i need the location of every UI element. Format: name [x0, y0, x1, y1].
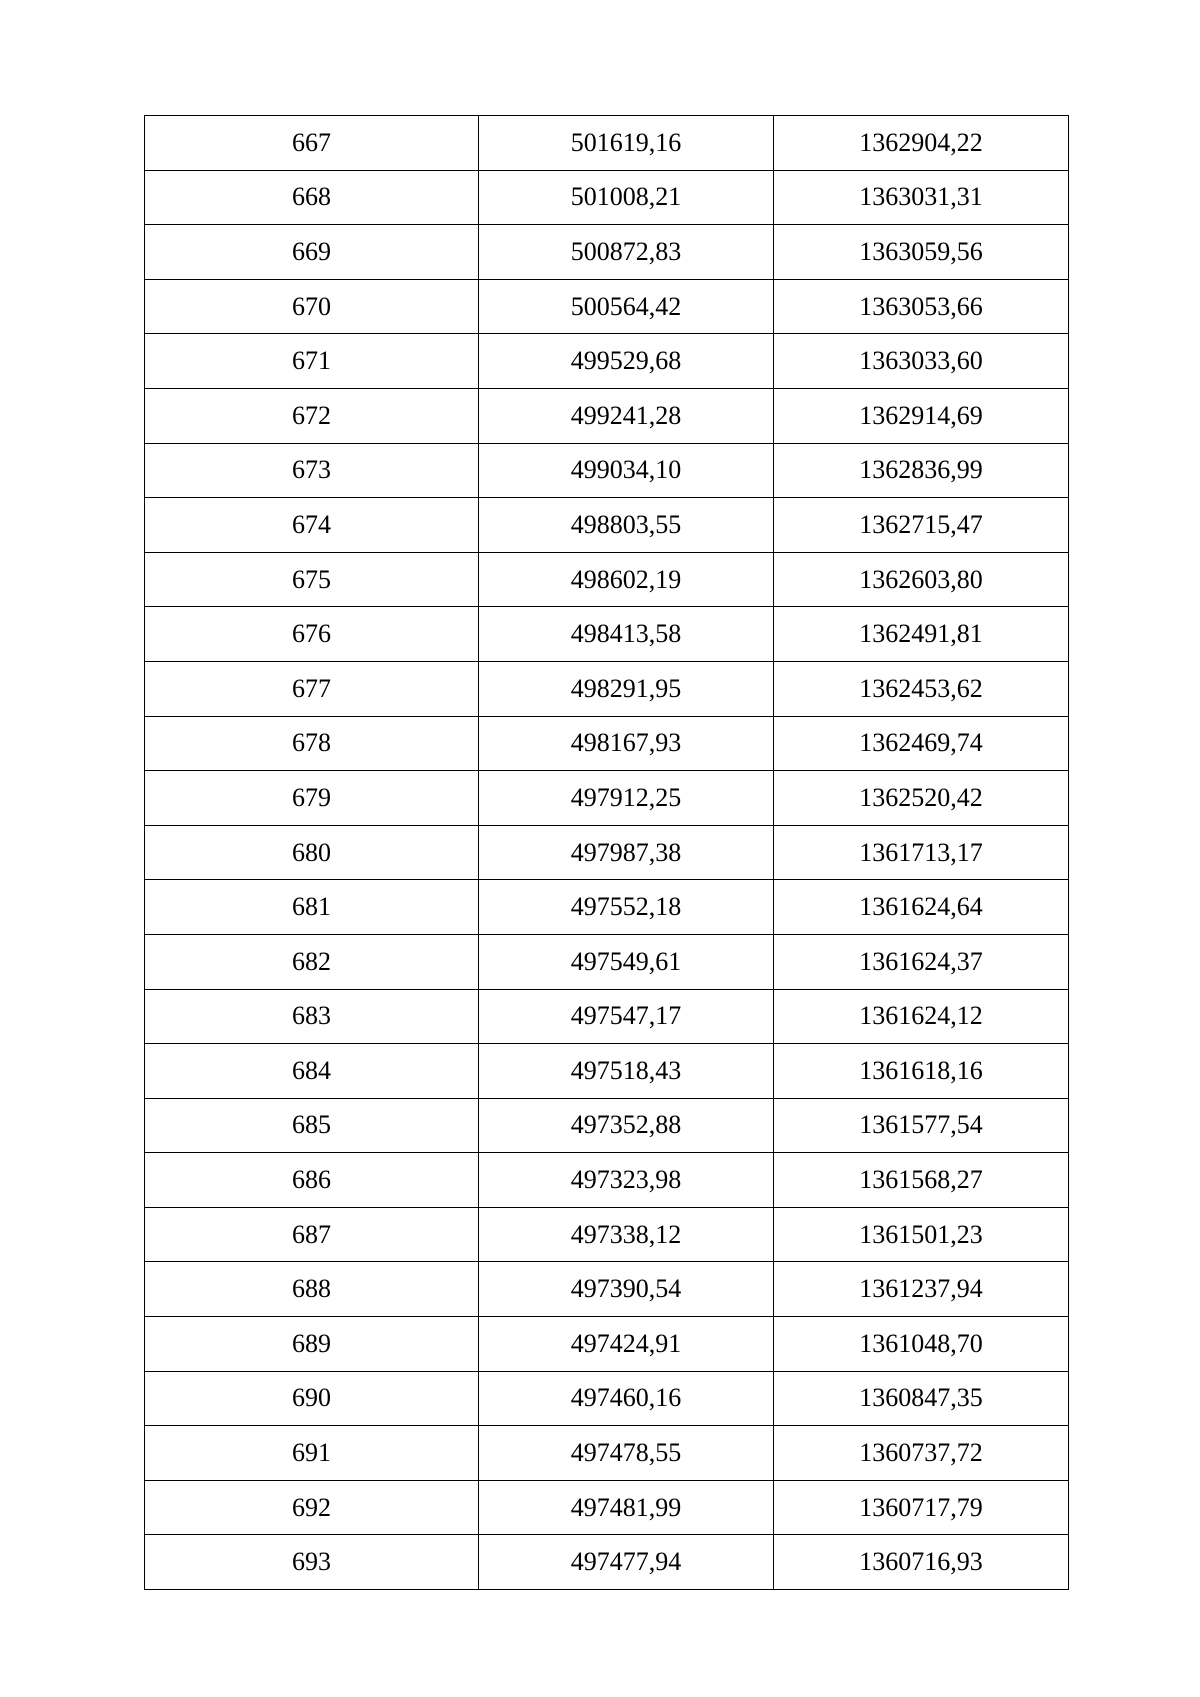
y-coordinate-cell: 1361713,17 [774, 825, 1069, 880]
point-number-cell: 692 [145, 1480, 479, 1535]
x-coordinate-cell: 501008,21 [479, 170, 774, 225]
table-row [145, 934, 1069, 989]
point-number-cell: 688 [145, 1262, 479, 1317]
table-row [145, 334, 1069, 389]
table-row [145, 170, 1069, 225]
point-number-cell: 671 [145, 334, 479, 389]
point-number-cell: 675 [145, 552, 479, 607]
x-coordinate-cell: 497481,99 [479, 1480, 774, 1535]
y-coordinate-cell: 1361618,16 [774, 1044, 1069, 1099]
x-coordinate-cell: 497352,88 [479, 1098, 774, 1153]
point-number-cell: 669 [145, 225, 479, 280]
point-number-cell: 691 [145, 1426, 479, 1481]
point-number-cell: 678 [145, 716, 479, 771]
x-coordinate-cell: 497547,17 [479, 989, 774, 1044]
y-coordinate-cell: 1361577,54 [774, 1098, 1069, 1153]
table-row [145, 1371, 1069, 1426]
y-coordinate-cell: 1362914,69 [774, 388, 1069, 443]
x-coordinate-cell: 500872,83 [479, 225, 774, 280]
x-coordinate-cell: 497338,12 [479, 1207, 774, 1262]
table-row [145, 1317, 1069, 1372]
x-coordinate-cell: 497549,61 [479, 934, 774, 989]
x-coordinate-cell: 498602,19 [479, 552, 774, 607]
table-row [145, 116, 1069, 171]
point-number-cell: 684 [145, 1044, 479, 1099]
point-number-cell: 670 [145, 279, 479, 334]
x-coordinate-cell: 500564,42 [479, 279, 774, 334]
y-coordinate-cell: 1360717,79 [774, 1480, 1069, 1535]
table-row [145, 552, 1069, 607]
x-coordinate-cell: 498291,95 [479, 661, 774, 716]
x-coordinate-cell: 501619,16 [479, 116, 774, 171]
table-row [145, 279, 1069, 334]
y-coordinate-cell: 1361048,70 [774, 1317, 1069, 1372]
y-coordinate-cell: 1360737,72 [774, 1426, 1069, 1481]
point-number-cell: 668 [145, 170, 479, 225]
point-number-cell: 683 [145, 989, 479, 1044]
point-number-cell: 682 [145, 934, 479, 989]
y-coordinate-cell: 1362469,74 [774, 716, 1069, 771]
table-row [145, 1262, 1069, 1317]
y-coordinate-cell: 1362491,81 [774, 607, 1069, 662]
point-number-cell: 677 [145, 661, 479, 716]
coordinates-table-body [145, 116, 1069, 1590]
x-coordinate-cell: 498803,55 [479, 498, 774, 553]
x-coordinate-cell: 497424,91 [479, 1317, 774, 1372]
y-coordinate-cell: 1361624,12 [774, 989, 1069, 1044]
y-coordinate-cell: 1362520,42 [774, 771, 1069, 826]
x-coordinate-cell: 498167,93 [479, 716, 774, 771]
point-number-cell: 689 [145, 1317, 479, 1372]
table-row [145, 1207, 1069, 1262]
point-number-cell: 687 [145, 1207, 479, 1262]
x-coordinate-cell: 497912,25 [479, 771, 774, 826]
point-number-cell: 690 [145, 1371, 479, 1426]
table-row [145, 771, 1069, 826]
x-coordinate-cell: 499529,68 [479, 334, 774, 389]
x-coordinate-cell: 497987,38 [479, 825, 774, 880]
y-coordinate-cell: 1363033,60 [774, 334, 1069, 389]
y-coordinate-cell: 1360716,93 [774, 1535, 1069, 1590]
y-coordinate-cell: 1363031,31 [774, 170, 1069, 225]
table-row [145, 1098, 1069, 1153]
y-coordinate-cell: 1362904,22 [774, 116, 1069, 171]
point-number-cell: 676 [145, 607, 479, 662]
point-number-cell: 685 [145, 1098, 479, 1153]
x-coordinate-cell: 499241,28 [479, 388, 774, 443]
point-number-cell: 693 [145, 1535, 479, 1590]
y-coordinate-cell: 1363059,56 [774, 225, 1069, 280]
table-row [145, 825, 1069, 880]
x-coordinate-cell: 498413,58 [479, 607, 774, 662]
table-row [145, 989, 1069, 1044]
x-coordinate-cell: 497390,54 [479, 1262, 774, 1317]
y-coordinate-cell: 1361568,27 [774, 1153, 1069, 1208]
table-row [145, 225, 1069, 280]
point-number-cell: 673 [145, 443, 479, 498]
point-number-cell: 681 [145, 880, 479, 935]
point-number-cell: 667 [145, 116, 479, 171]
y-coordinate-cell: 1363053,66 [774, 279, 1069, 334]
y-coordinate-cell: 1361237,94 [774, 1262, 1069, 1317]
y-coordinate-cell: 1361624,64 [774, 880, 1069, 935]
table-row [145, 443, 1069, 498]
point-number-cell: 672 [145, 388, 479, 443]
table-row [145, 1480, 1069, 1535]
table-row [145, 661, 1069, 716]
point-number-cell: 680 [145, 825, 479, 880]
y-coordinate-cell: 1362715,47 [774, 498, 1069, 553]
y-coordinate-cell: 1362836,99 [774, 443, 1069, 498]
y-coordinate-cell: 1361624,37 [774, 934, 1069, 989]
x-coordinate-cell: 497478,55 [479, 1426, 774, 1481]
point-number-cell: 674 [145, 498, 479, 553]
x-coordinate-cell: 497460,16 [479, 1371, 774, 1426]
y-coordinate-cell: 1360847,35 [774, 1371, 1069, 1426]
table-row [145, 716, 1069, 771]
x-coordinate-cell: 499034,10 [479, 443, 774, 498]
table-row [145, 607, 1069, 662]
table-row [145, 1426, 1069, 1481]
y-coordinate-cell: 1362603,80 [774, 552, 1069, 607]
table-row [145, 388, 1069, 443]
table-row [145, 1535, 1069, 1590]
coordinates-table [144, 115, 1069, 1590]
table-row [145, 498, 1069, 553]
table-row [145, 880, 1069, 935]
x-coordinate-cell: 497477,94 [479, 1535, 774, 1590]
x-coordinate-cell: 497323,98 [479, 1153, 774, 1208]
point-number-cell: 686 [145, 1153, 479, 1208]
x-coordinate-cell: 497518,43 [479, 1044, 774, 1099]
y-coordinate-cell: 1362453,62 [774, 661, 1069, 716]
point-number-cell: 679 [145, 771, 479, 826]
table-row [145, 1044, 1069, 1099]
table-row [145, 1153, 1069, 1208]
x-coordinate-cell: 497552,18 [479, 880, 774, 935]
y-coordinate-cell: 1361501,23 [774, 1207, 1069, 1262]
